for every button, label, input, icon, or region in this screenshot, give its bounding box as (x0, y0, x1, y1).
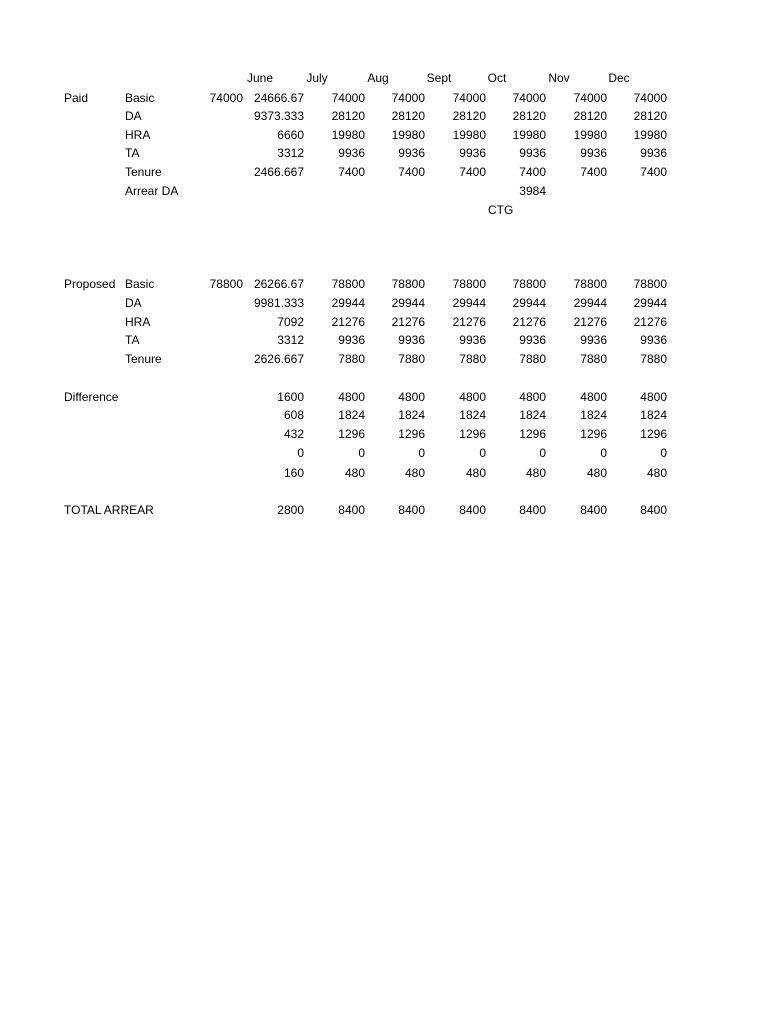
difference-cell: 4800 (640, 390, 667, 404)
proposed-basic-oct: 78800 (512, 277, 546, 291)
paid-da-june: 9373.333 (253, 109, 304, 123)
paid-ta-dec: 9936 (640, 146, 667, 160)
total-arrear-dec: 8400 (640, 503, 667, 517)
difference-cell: 4800 (519, 390, 546, 404)
difference-cell: 4800 (338, 390, 365, 404)
proposed-tenure-sept: 7880 (459, 352, 486, 366)
paid-hra-dec: 19980 (633, 128, 667, 142)
proposed-ta-nov: 9936 (580, 333, 607, 347)
difference-cell: 0 (479, 446, 486, 460)
proposed-row-label: Basic (125, 277, 155, 291)
proposed-basic-aug: 78800 (391, 277, 425, 291)
proposed-hra-nov: 21276 (573, 315, 607, 329)
difference-cell: 1296 (519, 427, 546, 441)
month-header-aug: Aug (367, 71, 389, 85)
paid-tenure-june: 2466.667 (253, 165, 304, 179)
proposed-basic-nov: 78800 (573, 277, 607, 291)
difference-cell: 1296 (640, 427, 667, 441)
paid-hra-july: 19980 (331, 128, 365, 142)
difference-cell: 1824 (640, 408, 667, 422)
paid-hra-sept: 19980 (452, 128, 486, 142)
difference-cell: 1296 (580, 427, 607, 441)
paid-hra-aug: 19980 (391, 128, 425, 142)
difference-section-label: Difference (64, 390, 119, 404)
proposed-da-aug: 29944 (391, 296, 425, 310)
proposed-tenure-aug: 7880 (398, 352, 425, 366)
month-header-dec: Dec (608, 71, 630, 85)
difference-cell: 480 (525, 466, 546, 480)
difference-cell: 1296 (338, 427, 365, 441)
total-arrear-sept: 8400 (459, 503, 486, 517)
proposed-tenure-june: 2626.667 (253, 352, 304, 366)
proposed-da-dec: 29944 (633, 296, 667, 310)
difference-cell: 1600 (277, 390, 304, 404)
proposed-da-oct: 29944 (512, 296, 546, 310)
month-header-sept: Sept (426, 71, 452, 85)
paid-tenure-nov: 7400 (580, 165, 607, 179)
month-header-july: July (306, 71, 328, 85)
difference-cell: 0 (358, 446, 365, 460)
paid-basic-sept: 74000 (452, 91, 486, 105)
proposed-hra-july: 21276 (331, 315, 365, 329)
proposed-ta-sept: 9936 (459, 333, 486, 347)
paid-da-dec: 28120 (633, 109, 667, 123)
proposed-hra-sept: 21276 (452, 315, 486, 329)
difference-cell: 1296 (459, 427, 486, 441)
difference-cell: 480 (586, 466, 607, 480)
paid-da-sept: 28120 (452, 109, 486, 123)
arrear-da-oct: 3984 (519, 184, 546, 198)
paid-da-nov: 28120 (573, 109, 607, 123)
paid-ta-sept: 9936 (459, 146, 486, 160)
total-arrear-oct: 8400 (519, 503, 546, 517)
proposed-da-july: 29944 (331, 296, 365, 310)
proposed-row-label: HRA (125, 315, 151, 329)
proposed-da-june: 9981.333 (253, 296, 304, 310)
proposed-hra-dec: 21276 (633, 315, 667, 329)
proposed-ta-aug: 9936 (398, 333, 425, 347)
proposed-da-sept: 29944 (452, 296, 486, 310)
proposed-section-label: Proposed (64, 277, 116, 291)
difference-cell: 1296 (398, 427, 425, 441)
month-header-oct: Oct (487, 71, 507, 85)
proposed-row-label: DA (125, 296, 142, 310)
month-header-june: June (246, 71, 274, 85)
difference-cell: 1824 (519, 408, 546, 422)
paid-basic-june: 24666.67 (253, 91, 304, 105)
proposed-ta-oct: 9936 (519, 333, 546, 347)
difference-cell: 0 (600, 446, 607, 460)
difference-cell: 480 (344, 466, 365, 480)
difference-cell: 480 (465, 466, 486, 480)
total-arrear-nov: 8400 (580, 503, 607, 517)
total-arrear-july: 8400 (338, 503, 365, 517)
difference-cell: 0 (660, 446, 667, 460)
difference-cell: 4800 (580, 390, 607, 404)
paid-row-label: Tenure (125, 165, 162, 179)
paid-tenure-oct: 7400 (519, 165, 546, 179)
month-header-nov: Nov (548, 71, 570, 85)
arrear-da-label: Arrear DA (125, 184, 179, 198)
proposed-hra-aug: 21276 (391, 315, 425, 329)
paid-hra-june: 6660 (277, 128, 304, 142)
paid-row-label: DA (125, 109, 142, 123)
proposed-hra-oct: 21276 (512, 315, 546, 329)
difference-cell: 4800 (398, 390, 425, 404)
paid-ta-oct: 9936 (519, 146, 546, 160)
paid-ta-nov: 9936 (580, 146, 607, 160)
difference-cell: 0 (418, 446, 425, 460)
proposed-tenure-july: 7880 (338, 352, 365, 366)
difference-cell: 1824 (580, 408, 607, 422)
difference-cell: 1824 (398, 408, 425, 422)
proposed-tenure-oct: 7880 (519, 352, 546, 366)
paid-ta-july: 9936 (338, 146, 365, 160)
paid-ta-aug: 9936 (398, 146, 425, 160)
paid-tenure-dec: 7400 (640, 165, 667, 179)
paid-da-oct: 28120 (512, 109, 546, 123)
paid-hra-oct: 19980 (512, 128, 546, 142)
paid-tenure-aug: 7400 (398, 165, 425, 179)
paid-base-value: 74000 (209, 91, 243, 105)
paid-row-label: HRA (125, 128, 151, 142)
difference-cell: 0 (297, 446, 304, 460)
paid-basic-aug: 74000 (391, 91, 425, 105)
paid-basic-july: 74000 (331, 91, 365, 105)
difference-cell: 1824 (459, 408, 486, 422)
paid-basic-oct: 74000 (512, 91, 546, 105)
ctg-note: CTG (488, 203, 514, 217)
difference-cell: 480 (646, 466, 667, 480)
paid-row-label: TA (125, 146, 140, 160)
difference-cell: 160 (283, 466, 304, 480)
proposed-basic-sept: 78800 (452, 277, 486, 291)
difference-cell: 432 (283, 427, 304, 441)
proposed-hra-june: 7092 (277, 315, 304, 329)
difference-cell: 1824 (338, 408, 365, 422)
paid-da-july: 28120 (331, 109, 365, 123)
difference-cell: 0 (539, 446, 546, 460)
proposed-row-label: Tenure (125, 352, 162, 366)
paid-hra-nov: 19980 (573, 128, 607, 142)
proposed-da-nov: 29944 (573, 296, 607, 310)
proposed-basic-july: 78800 (331, 277, 365, 291)
difference-cell: 608 (283, 408, 304, 422)
proposed-base-value: 78800 (209, 277, 243, 291)
proposed-basic-june: 26266.67 (253, 277, 304, 291)
proposed-ta-dec: 9936 (640, 333, 667, 347)
paid-basic-dec: 74000 (633, 91, 667, 105)
total-arrear-aug: 8400 (398, 503, 425, 517)
proposed-basic-dec: 78800 (633, 277, 667, 291)
paid-da-aug: 28120 (391, 109, 425, 123)
proposed-tenure-nov: 7880 (580, 352, 607, 366)
difference-cell: 4800 (459, 390, 486, 404)
total-arrear-june: 2800 (277, 503, 304, 517)
proposed-row-label: TA (125, 333, 140, 347)
difference-cell: 480 (404, 466, 425, 480)
proposed-tenure-dec: 7880 (640, 352, 667, 366)
paid-tenure-july: 7400 (338, 165, 365, 179)
paid-ta-june: 3312 (277, 146, 304, 160)
paid-tenure-sept: 7400 (459, 165, 486, 179)
proposed-ta-july: 9936 (338, 333, 365, 347)
proposed-ta-june: 3312 (277, 333, 304, 347)
paid-basic-nov: 74000 (573, 91, 607, 105)
paid-row-label: Basic (125, 91, 155, 105)
paid-section-label: Paid (64, 91, 89, 105)
total-arrear-label: TOTAL ARREAR (64, 503, 154, 517)
